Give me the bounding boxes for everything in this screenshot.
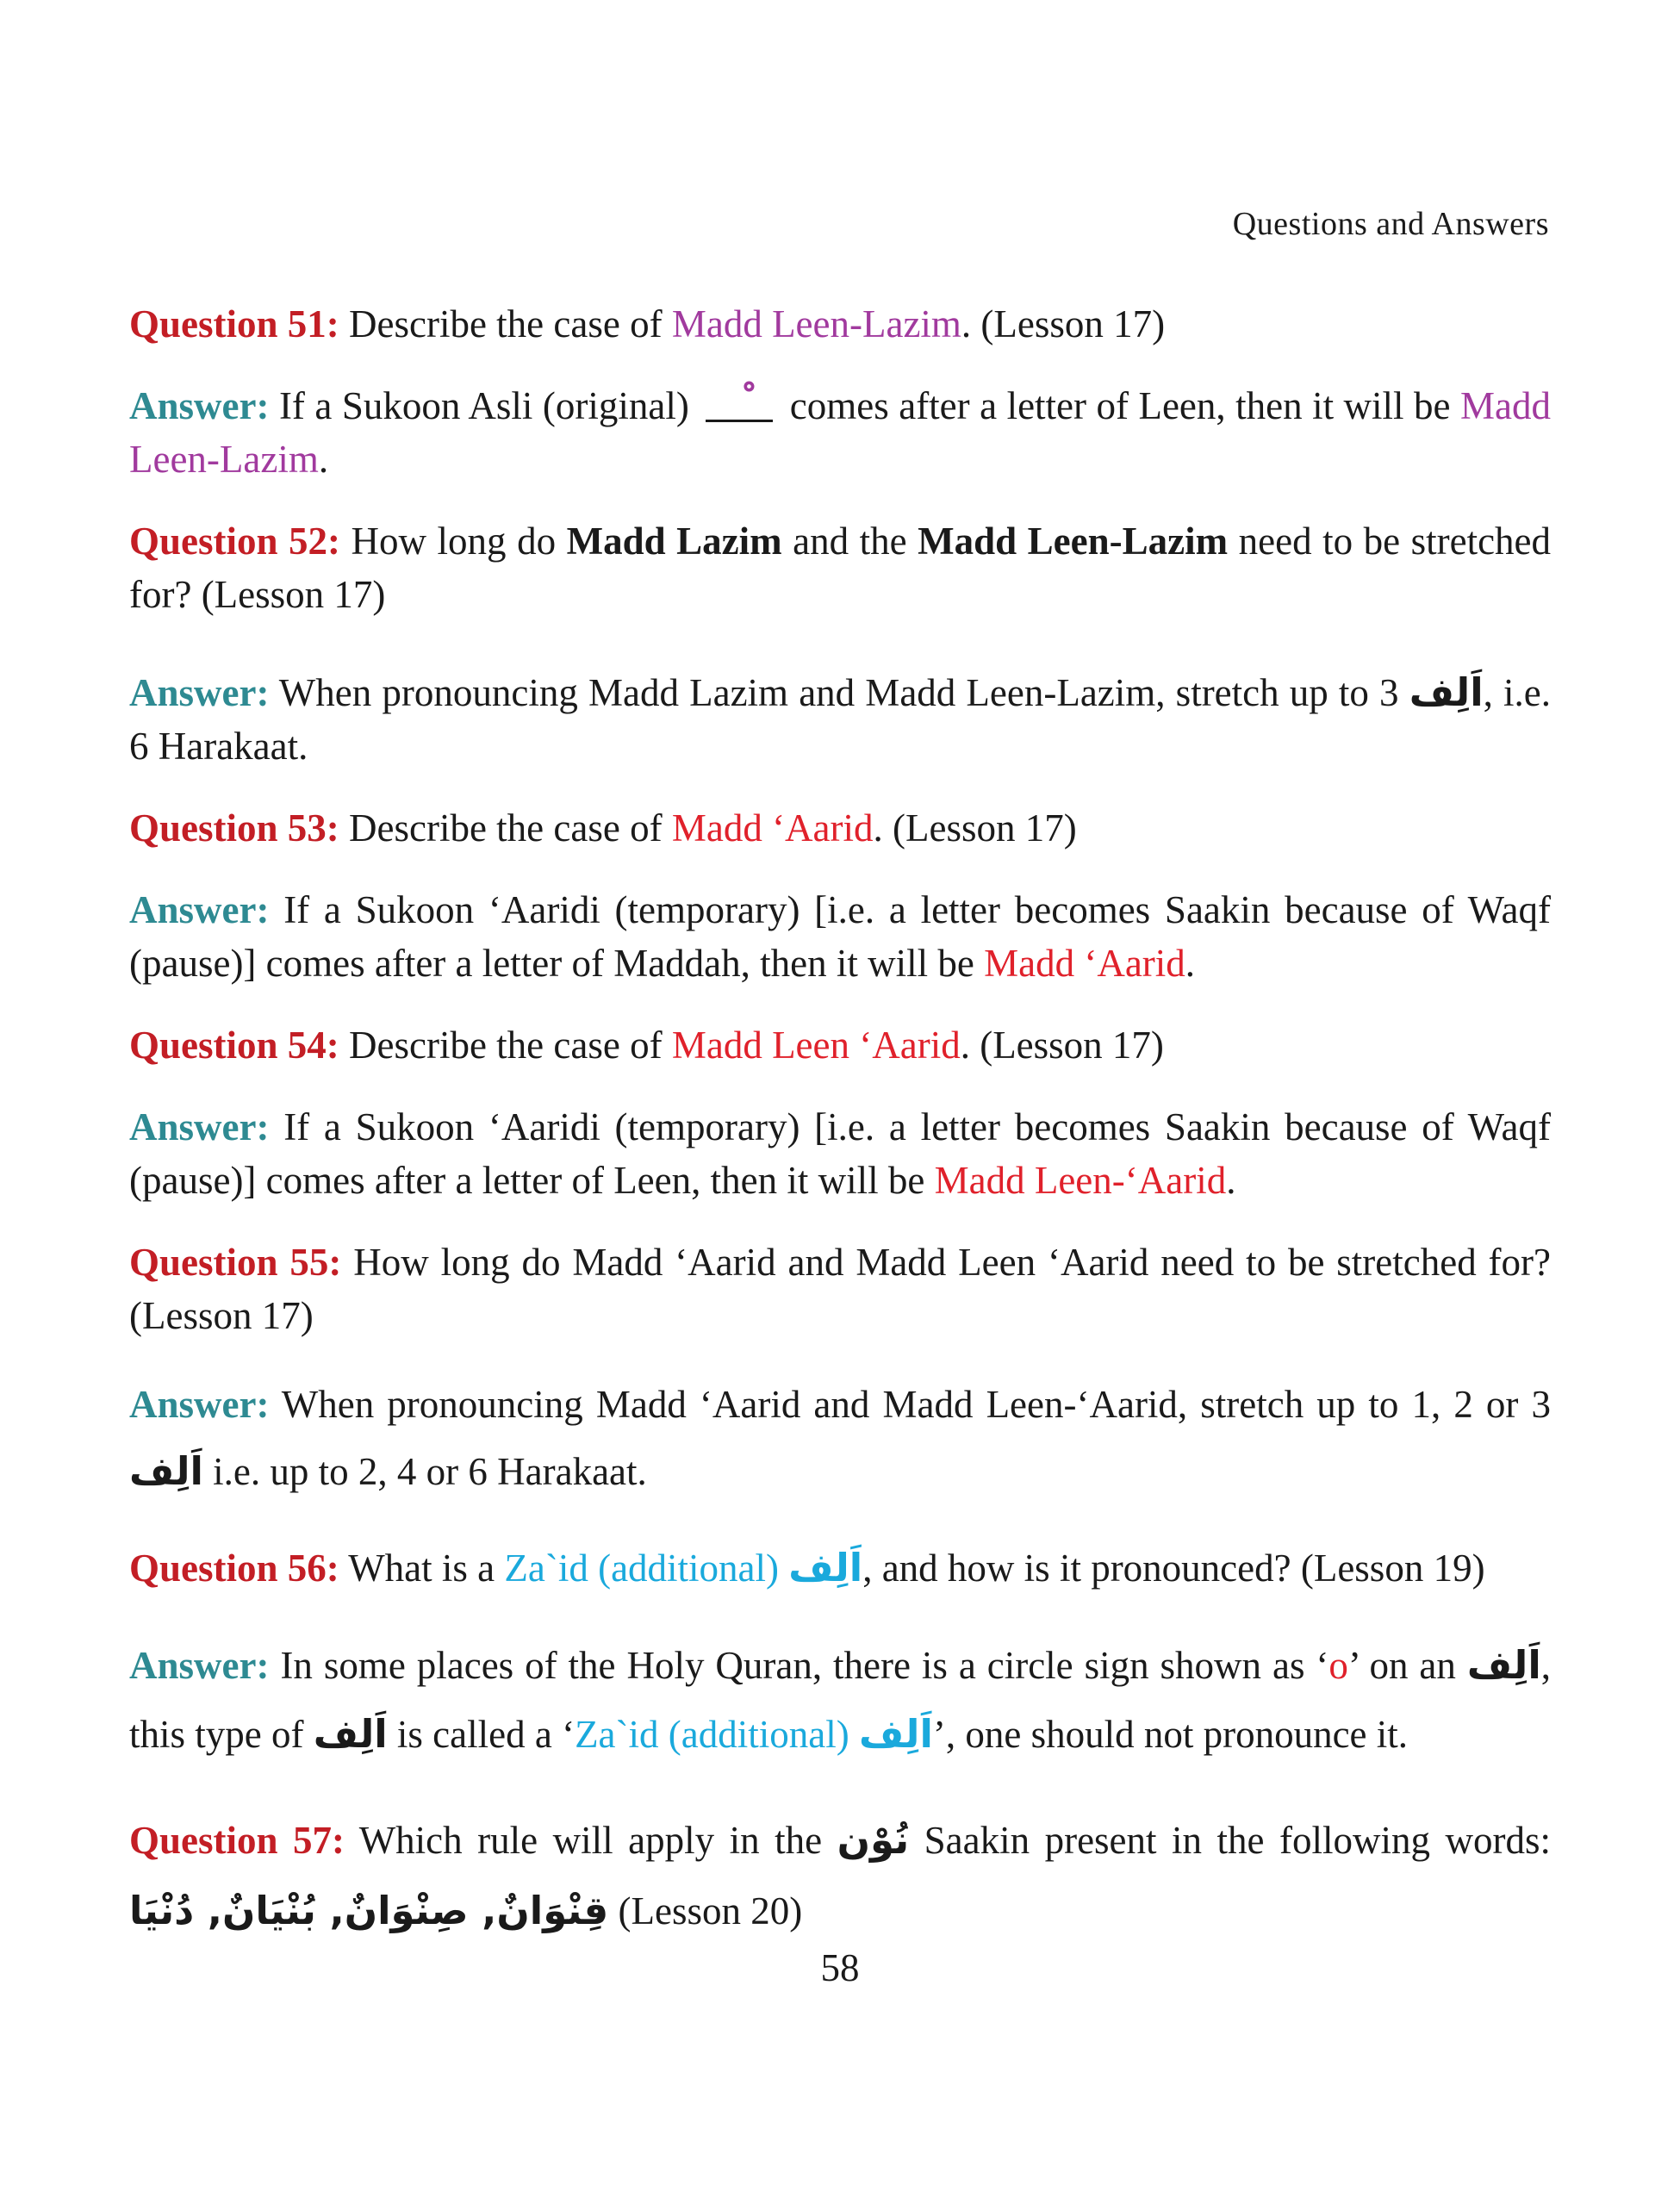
question-55 — [129, 1235, 1551, 1342]
answer-text: is called a ‘ — [387, 1713, 576, 1756]
question-51 — [129, 297, 1551, 351]
question-text: need to be stretched for? (Lesson 17) — [129, 520, 1552, 616]
answer-51 — [129, 379, 1551, 486]
term-highlight: Za`id (additional) — [504, 1547, 789, 1590]
answer-text: When pronouncing Madd ‘Aarid and Madd Leen-‘Aarid, stretch up to 1, 2 or 3 — [269, 1383, 1551, 1426]
answer-56 — [129, 1631, 1551, 1769]
question-text: Which rule will apply in the — [345, 1819, 837, 1862]
circle-sign: o — [1328, 1644, 1348, 1687]
question-label: Question 51: — [129, 302, 339, 345]
question-text: and the — [781, 520, 918, 563]
question-text: , and how is it pronounced? (Lesson 19) — [862, 1547, 1485, 1590]
term-highlight: Madd Leen-Lazim — [129, 384, 1551, 481]
question-label: Question 52: — [129, 520, 341, 563]
answer-text: ’ on an — [1347, 1644, 1467, 1687]
answer-label: Answer: — [129, 384, 270, 427]
answer-text: If a Sukoon ‘Aaridi (temporary) [i.e. a letter becomes Saakin because of Waqf (pause)] comes after a letter of Leen, then it will be — [129, 1105, 1551, 1202]
arabic-alif: اَلِف — [788, 1545, 863, 1590]
term-highlight: Madd Leen-Lazim — [671, 302, 961, 345]
question-text: What is a — [339, 1547, 505, 1590]
answer-text: In some places of the Holy Quran, there is a circle sign shown as ‘ — [269, 1644, 1329, 1687]
answer-text: i.e. up to 2, 4 or 6 Harakaat. — [202, 1450, 647, 1493]
question-53 — [129, 801, 1551, 855]
qa-content — [129, 297, 1551, 1946]
question-56 — [129, 1541, 1551, 1595]
punctuation: . — [318, 438, 329, 481]
arabic-alif: اَلِف — [1466, 1642, 1541, 1688]
question-label: Question 57: — [129, 1819, 345, 1862]
bold-term: Madd Leen-Lazim — [918, 520, 1229, 563]
question-text: Describe the case of — [339, 1024, 672, 1067]
question-54 — [129, 1018, 1551, 1072]
answer-text: comes after a letter of Leen, then it will be — [780, 384, 1460, 427]
lesson-ref: . (Lesson 17) — [873, 806, 1077, 850]
answer-55 — [129, 1371, 1551, 1505]
answer-52 — [129, 666, 1551, 773]
answer-text: If a Sukoon ‘Aaridi (temporary) [i.e. a letter becomes Saakin because of Waqf (pause)] comes after a letter of Maddah, then it will be — [129, 888, 1551, 985]
term-highlight: Madd Leen ‘Aarid — [671, 1024, 961, 1067]
arabic-alif: اَلِف — [858, 1711, 933, 1757]
bold-term: Madd Lazim — [566, 520, 782, 563]
question-52 — [129, 514, 1551, 621]
question-text: How long do — [340, 520, 567, 563]
term-highlight: Madd ‘Aarid — [984, 942, 1185, 985]
punctuation: . — [1226, 1159, 1236, 1202]
answer-label: Answer: — [129, 1383, 270, 1426]
answer-54 — [129, 1100, 1551, 1207]
answer-text: ’, one should not pronounce it. — [932, 1713, 1409, 1756]
question-57 — [129, 1805, 1551, 1946]
answer-label: Answer: — [129, 1105, 270, 1148]
question-text: How long do Madd ‘Aarid and Madd Leen ‘Aarid need to be stretched for? (Lesson 17) — [129, 1241, 1552, 1337]
arabic-words: قِنْوَانٌ, صِنْوَانٌ, بُنْيَانٌ, دُنْيَا — [129, 1888, 609, 1933]
answer-label: Answer: — [129, 1644, 270, 1687]
question-label: Question 53: — [129, 806, 339, 850]
page-number: 58 — [820, 1946, 860, 1989]
punctuation: . — [1185, 942, 1196, 985]
sukoon-sign — [706, 385, 773, 422]
question-label: Question 54: — [129, 1024, 339, 1067]
answer-text: , this type of — [129, 1644, 1552, 1756]
arabic-alif: اَلِف — [129, 1448, 203, 1494]
answer-53 — [129, 883, 1551, 990]
question-text: Saakin present in the following words: — [909, 1819, 1551, 1862]
arabic-alif: اَلِف — [1409, 669, 1484, 715]
term-highlight: Madd Leen-‘Aarid — [934, 1159, 1227, 1202]
arabic-noon: نُوْن — [837, 1817, 910, 1863]
running-header: Questions and Answers — [1232, 206, 1549, 242]
arabic-alif: اَلِف — [313, 1711, 388, 1757]
lesson-ref: . (Lesson 17) — [960, 1024, 1164, 1067]
answer-text: If a Sukoon Asli (original) — [269, 384, 700, 427]
question-label: Question 56: — [129, 1547, 339, 1590]
question-text: Describe the case of — [339, 302, 672, 345]
term-highlight: Za`id (additional) — [575, 1713, 859, 1756]
lesson-ref: (Lesson 20) — [608, 1889, 803, 1932]
lesson-ref: . (Lesson 17) — [961, 302, 1166, 345]
answer-text: , i.e. 6 Harakaat. — [129, 671, 1551, 768]
question-text: Describe the case of — [339, 806, 672, 850]
answer-label: Answer: — [129, 671, 270, 714]
answer-label: Answer: — [129, 888, 270, 931]
question-label: Question 55: — [129, 1241, 342, 1284]
term-highlight: Madd ‘Aarid — [671, 806, 874, 850]
answer-text: When pronouncing Madd Lazim and Madd Leen-Lazim, stretch up to 3 — [269, 671, 1409, 714]
